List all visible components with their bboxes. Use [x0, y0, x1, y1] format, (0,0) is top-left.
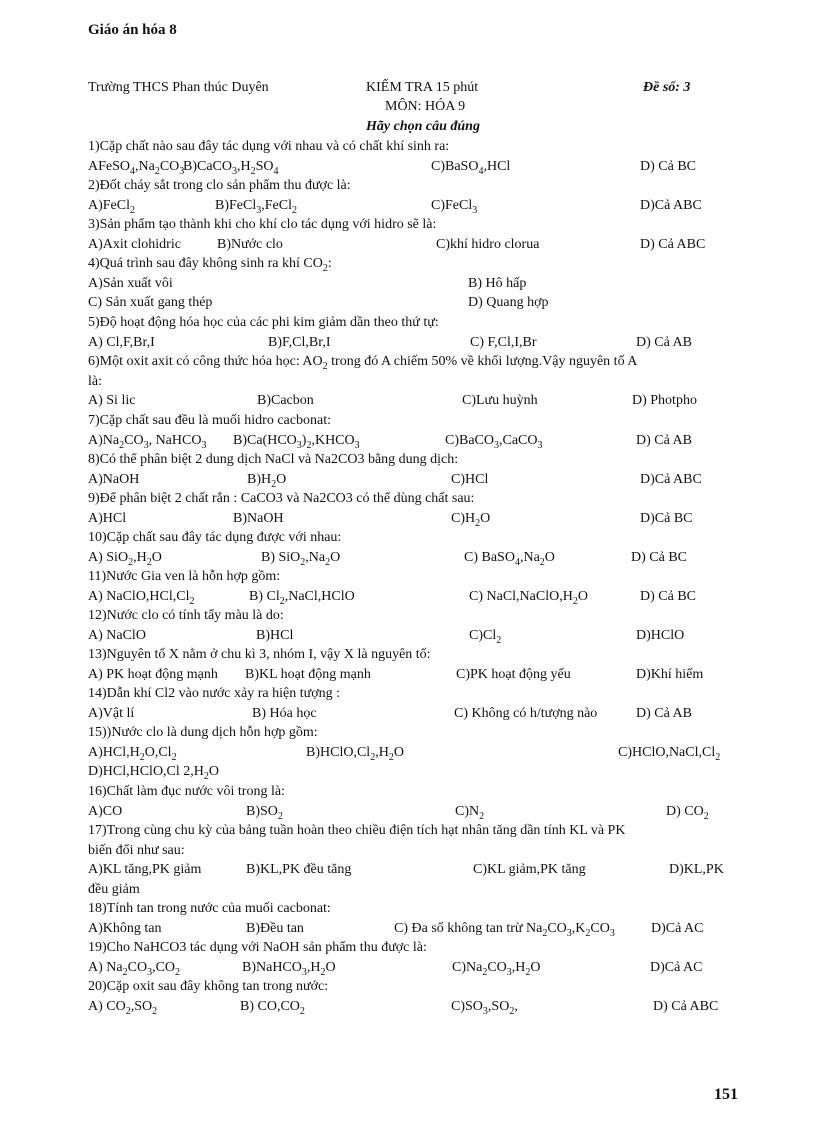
answer-a: A)CO [88, 803, 123, 819]
question-text: 7)Cặp chất sau đều là muối hidro cacbonat: [88, 413, 331, 428]
answer-b: B)HCl [256, 627, 294, 643]
answer-a: A) Cl,F,Br,I [88, 334, 155, 350]
answer-d: D) $CO_2$ [666, 803, 709, 822]
question-text: 18)Tính tan trong nước của muối cacbonat: [88, 901, 331, 916]
answer-a: $AFeSO_4,Na_2CO_3$ [88, 158, 185, 177]
answer-c: C)khí hidro clorua [436, 236, 540, 252]
answer-b: B)FeCl$_3$,FeCl$_2$ [215, 197, 297, 216]
answer-b: $B)H_2O$ [247, 471, 287, 490]
answer-b: B)F,Cl,Br,I [268, 334, 331, 350]
answer-d: D) Cả BC [631, 549, 687, 565]
answer-b: B)NaOH [233, 510, 284, 526]
answer-d: D) Cả AB [636, 432, 692, 448]
exam-number: Đề số: 3 [643, 80, 691, 95]
question-text: 4)Quá trình sau đây không sinh ra khí $CO_2$: [88, 256, 332, 274]
answer-d: D)Cả ABC [640, 471, 702, 487]
answer-c: $C)HClO,NaCl,Cl_2$ [618, 744, 721, 763]
answer-b: B) $CO,CO_2$ [240, 998, 305, 1017]
question-text: 12)Nước clo có tính tẩy màu là do: [88, 608, 284, 623]
answer-c: C)PK hoạt động yếu [456, 666, 571, 682]
answer-a: A)FeCl$_2$ [88, 197, 135, 216]
answer-a: A) Si lic [88, 393, 136, 408]
answer-c: C)KL giảm,PK tăng [473, 862, 586, 877]
answer-a: A)NaOH [88, 471, 140, 487]
question-text: 5)Độ hoạt động hóa học của các phi kim giảm dần theo thứ tự: [88, 315, 439, 330]
subject-title: MÔN: HÓA 9 [385, 99, 466, 114]
answer-a: A) $NaClO,HCl,Cl_2$ [88, 588, 195, 607]
answer-a: A) $Na_2CO_3,CO_2$ [88, 959, 181, 978]
question-text: 16)Chất làm đục nước vôi trong là: [88, 784, 285, 799]
question-text: 20)Cặp oxit sau đây không tan trong nước: [88, 979, 329, 994]
exam-title: KIỂM TRA 15 phút [366, 80, 479, 95]
question-text-continued: biến đổi như sau: [88, 842, 185, 858]
answer-d: D) Cả ABC [640, 236, 706, 252]
question-text: 9)Để phân biệt 2 chất rắn : CaCO3 và Na2CO3 có thể dùng chất sau: [88, 491, 475, 506]
answer-b: B) Hóa học [252, 705, 317, 721]
question-text-continued: là: [88, 373, 102, 389]
answer-c: C) Đa số không tan trừ $Na_2CO_3,K_2CO_3$ [394, 920, 615, 939]
answer-b: $B)NaHCO_3,H_2O$ [242, 959, 336, 978]
answer-c: $C)SO_3,SO_2$, [451, 998, 518, 1017]
answer-c: $C)Na_2CO_3,H_2O$ [452, 959, 541, 978]
question-text: 13)Nguyên tố X nằm ở chu kì 3, nhóm I, vậy X là nguyên tố: [88, 647, 431, 662]
answer-d: D)Khí hiếm [636, 666, 704, 682]
question-text: 19)Cho NaHCO3 tác dụng với NaOH sản phẩm thu được là: [88, 940, 427, 955]
answer-d-continued: đều giảm [88, 881, 140, 897]
question-text: 1)Cặp chất nào sau đây tác dụng với nhau và có chất khí sinh ra: [88, 139, 450, 154]
answer-c: C) Sản xuất gang thép [88, 295, 213, 310]
question-text: 15))Nước clo là dung dịch hỗn hợp gồm: [88, 725, 318, 740]
answer-c: C) $NaCl,NaClO,H_2O$ [469, 588, 588, 607]
answer-b: B)Nước clo [217, 236, 283, 252]
answer-a: A) $CO_2,SO_2$ [88, 998, 158, 1017]
answer-c: $C)Cl_2$ [469, 627, 502, 646]
question-text: 14)Dẫn khí Cl2 vào nước xảy ra hiện tượng : [88, 686, 340, 701]
answer-d: D)Cả AC [651, 920, 704, 936]
answer-d: D)HCl,HClO,Cl $2,H_2O$ [88, 764, 220, 782]
answer-a: A)Không tan [88, 920, 162, 936]
answer-c: $C)N_2$ [455, 803, 485, 822]
answer-d: D)Cả AC [650, 959, 703, 975]
answer-c: C)Lưu huỳnh [462, 393, 538, 408]
answer-b: B) $Cl_2,NaCl,HClO$ [249, 588, 355, 607]
answer-c: C)BaSO$_4$,HCl [431, 158, 511, 177]
school-name: Trường THCS Phan thúc Duyên [88, 80, 269, 95]
answer-d: D) Cả ABC [653, 998, 719, 1014]
question-text: 17)Trong cùng chu kỳ của bảng tuần hoàn theo chiều điện tích hạt nhân tăng dần tính KL và PK [88, 823, 626, 838]
answer-a: A)Axit clohidric [88, 236, 181, 252]
answer-b: B) $SiO_2,Na_2O$ [261, 549, 341, 568]
answer-b: B)KL,PK đều tăng [246, 862, 352, 877]
answer-c: C)BaCO$_3$,CaCO$_3$ [445, 432, 543, 451]
answer-b: $B)HClO,Cl_2,H_2O$ [306, 744, 404, 763]
instruction: Hãy chọn câu đúng [366, 119, 480, 134]
answer-c: $C)H_2O$ [451, 510, 491, 529]
answer-d: D) Cả BC [640, 158, 696, 174]
answer-c: C) $BaSO_4,Na_2O$ [464, 549, 555, 568]
answer-d: D) Cả AB [636, 705, 692, 721]
answer-d: D)HClO [636, 627, 685, 643]
answer-b: B)Cacbon [257, 393, 314, 408]
answer-a: A)Vật lí [88, 705, 135, 721]
answer-a: A) PK hoạt động mạnh [88, 666, 218, 682]
page-number: 151 [714, 1086, 738, 1103]
answer-d: D)KL,PK [669, 862, 724, 877]
answer-b: $B)Ca(HCO_3)_2,KHCO_3$ [233, 432, 360, 451]
answer-d: D) Quang hợp [468, 295, 549, 310]
answer-d: D) Cả AB [636, 334, 692, 350]
answer-b: B)KL hoạt động mạnh [245, 666, 371, 682]
answer-d: D)Cả ABC [640, 197, 702, 213]
document-header: Giáo án hóa 8 [88, 22, 177, 38]
answer-a: A) NaClO [88, 627, 146, 643]
answer-b: B) Hô hấp [468, 275, 527, 291]
answer-c: C)FeCl$_3$ [431, 197, 478, 216]
answer-a: $A)Na_2CO_3$, NaHCO$_3$ [88, 432, 207, 451]
question-text: 2)Đốt cháy sắt trong clo sản phẩm thu được là: [88, 178, 351, 193]
answer-a: A)HCl [88, 510, 127, 526]
answer-d: D) Cả BC [640, 588, 696, 604]
answer-d: D)Cả BC [640, 510, 693, 526]
question-text: 6)Một oxit axit có công thức hóa học: $AO_2$ trong đó A chiếm 50% về khối lượng.Vậy nguyên tố A [88, 354, 638, 372]
question-text: 8)Có thể phân biệt 2 dung dịch NaCl và Na2CO3 bằng dung dịch: [88, 452, 459, 467]
answer-c: C)HCl [451, 471, 489, 487]
question-text: 10)Cặp chất sau đây tác dụng được với nhau: [88, 530, 342, 545]
answer-a: A) $SiO_2,H_2O$ [88, 549, 162, 568]
answer-b: B)Đều tan [246, 920, 304, 936]
question-text: 11)Nước Gia ven là hỗn hợp gồm: [88, 569, 281, 584]
answer-b: $B)CaCO_3,H_2SO_4$ [183, 158, 279, 177]
answer-b: $B)SO_2$ [246, 803, 283, 822]
question-text: 3)Sản phẩm tạo thành khi cho khí clo tác dụng với hidro sẽ là: [88, 217, 437, 232]
answer-d: D) Photpho [632, 393, 697, 408]
answer-a: $A)HCl,H_2O,Cl_2$ [88, 744, 177, 763]
answer-c: C) F,Cl,I,Br [470, 334, 537, 350]
answer-a: A)KL tăng,PK giảm [88, 862, 202, 877]
answer-a: A)Sản xuất vôi [88, 275, 173, 291]
answer-c: C) Không có h/tượng nào [454, 705, 598, 721]
